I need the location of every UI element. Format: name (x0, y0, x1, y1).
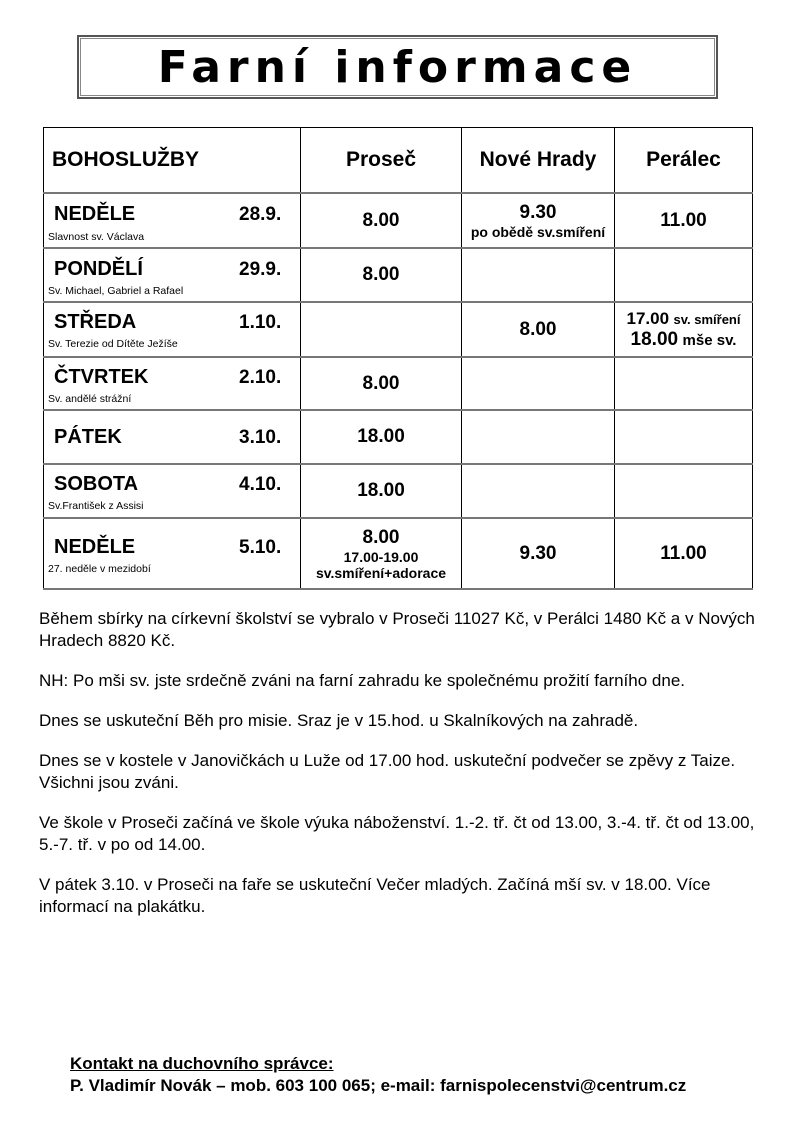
prosec-cell (301, 464, 462, 518)
header-peralec: Perálec (615, 128, 753, 194)
prosec-cell (301, 193, 462, 248)
header-prosec: Proseč (301, 128, 462, 194)
day-name: NEDĚLE (54, 203, 136, 225)
day-name: ČTVRTEK (54, 366, 149, 388)
time-note: sv. smíření (673, 311, 741, 327)
prosec-cell (301, 357, 462, 410)
day-name: STŘEDA (54, 311, 137, 333)
nove-hrady-cell (462, 357, 615, 410)
day-subtitle: Sv. Terezie od Dítěte Ježíše (48, 338, 178, 350)
contact-label: Kontakt na duchovního správce: (70, 1054, 334, 1073)
day-name: PONDĚLÍ (54, 258, 143, 280)
peralec-cell (615, 357, 753, 410)
announcements (39, 608, 759, 936)
time-note: sv.smíření+adorace (315, 564, 447, 581)
nove-hrady-cell (462, 302, 615, 357)
prosec-cell (301, 248, 462, 302)
peralec-cell (615, 410, 753, 464)
prosec-cell (301, 410, 462, 464)
peralec-cell (615, 518, 753, 589)
time: 18.00 (357, 426, 405, 447)
header-nove-hrady: Nové Hrady (462, 128, 615, 194)
nove-hrady-cell (462, 410, 615, 464)
day-date: 5.10. (239, 537, 282, 558)
title-box (77, 35, 718, 99)
day-cell (44, 357, 301, 410)
day-subtitle: 27. neděle v mezidobí (48, 563, 151, 575)
time: 9.30 (519, 201, 557, 223)
nove-hrady-cell (462, 193, 615, 248)
day-cell (44, 464, 301, 518)
time-note: mše sv. (682, 331, 737, 349)
time: 8.00 (519, 318, 557, 340)
time: 18.00 (630, 328, 679, 350)
day-name: PÁTEK (54, 426, 122, 448)
day-subtitle: Slavnost sv. Václava (48, 231, 145, 243)
day-cell (44, 302, 301, 357)
day-date: 29.9. (239, 259, 282, 280)
day-name: SOBOTA (54, 473, 139, 495)
announcement: Dnes se v kostele v Janovičkách u Luže od 17.00 hod. uskuteční podvečer se zpěvy z Taize. Všichni jsou zváni. (39, 751, 736, 792)
table-row (44, 357, 753, 410)
day-cell (44, 193, 301, 248)
day-subtitle: Sv.František z Assisi (48, 500, 144, 512)
announcement: V pátek 3.10. v Proseči na faře se uskuteční Večer mladých. Začíná mší sv. v 18.00. Více informací na plakátku. (39, 875, 711, 916)
day-date: 3.10. (239, 427, 282, 448)
table-row (44, 518, 753, 589)
day-date: 2.10. (239, 367, 282, 388)
table-row (44, 464, 753, 518)
table-row (44, 248, 753, 302)
table-row (44, 193, 753, 248)
day-subtitle: Sv. Michael, Gabriel a Rafael (48, 285, 184, 297)
announcement: Dnes se uskuteční Běh pro misie. Sraz je v 15.hod. u Skalníkových na zahradě. (39, 711, 639, 730)
day-date: 1.10. (239, 312, 282, 333)
nove-hrady-cell (462, 518, 615, 589)
page-title: Farní informace (157, 41, 638, 93)
table-header-row (44, 128, 753, 194)
day-name: NEDĚLE (54, 536, 136, 558)
announcement: NH: Po mši sv. jste srdečně zváni na farní zahradu ke společnému prožití farního dne. (39, 671, 685, 690)
peralec-cell (615, 248, 753, 302)
prosec-cell (301, 518, 462, 589)
day-cell (44, 518, 301, 589)
contact-details: P. Vladimír Novák – mob. 603 100 065; e-mail: farnispolecenstvi@centrum.cz (70, 1076, 687, 1095)
time: 11.00 (660, 209, 707, 231)
nove-hrady-cell (462, 248, 615, 302)
time: 9.30 (519, 542, 557, 564)
announcement: Během sbírky na církevní školství se vybralo v Proseči 11027 Kč, v Perálci 1480 Kč a v Nových Hradech 8820 Kč. (39, 609, 755, 650)
time: 8.00 (362, 372, 400, 394)
time-note: 17.00-19.00 (343, 548, 419, 565)
time: 17.00 (626, 308, 670, 328)
prosec-cell (301, 302, 462, 357)
contact-section (70, 1053, 686, 1097)
time-note: po obědě sv.smíření (470, 223, 606, 240)
schedule-table (43, 127, 753, 590)
announcement: Ve škole v Proseči začíná ve škole výuka náboženství. 1.-2. tř. čt od 13.00, 3.-4. tř. čt od 13.00, 5.-7. tř. v po od 14.00. (39, 813, 755, 854)
day-cell (44, 410, 301, 464)
time: 8.00 (362, 264, 400, 285)
time: 11.00 (660, 542, 707, 564)
day-subtitle: Sv. andělé strážní (48, 393, 132, 405)
peralec-cell (615, 193, 753, 248)
time: 8.00 (362, 209, 400, 231)
day-cell (44, 248, 301, 302)
peralec-cell (615, 464, 753, 518)
peralec-cell (615, 302, 753, 357)
table-row (44, 410, 753, 464)
time: 18.00 (357, 480, 405, 501)
time: 8.00 (362, 526, 400, 548)
nove-hrady-cell (462, 464, 615, 518)
table-row (44, 302, 753, 357)
header-bohosluzby: BOHOSLUŽBY (44, 128, 301, 194)
day-date: 28.9. (239, 204, 282, 225)
day-date: 4.10. (239, 474, 282, 495)
